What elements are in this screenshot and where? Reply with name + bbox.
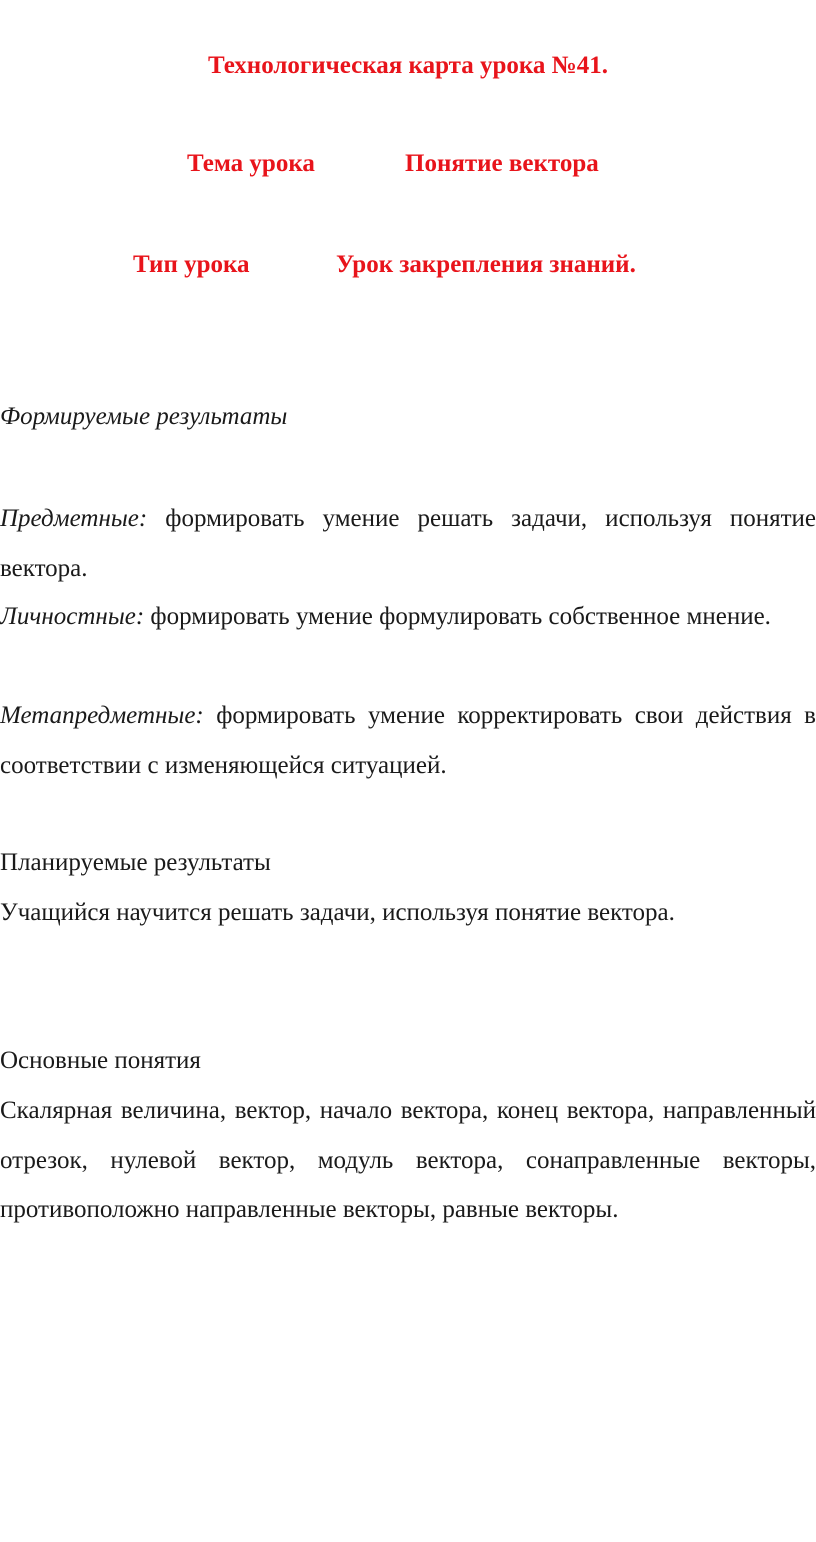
meta-results-paragraph bbox=[0, 691, 816, 790]
meta-results-label: Метапредметные: bbox=[0, 702, 204, 729]
lesson-theme-label: Тема урока bbox=[187, 150, 315, 177]
personal-results-paragraph bbox=[0, 592, 816, 642]
lesson-theme-value: Понятие вектора bbox=[405, 150, 599, 177]
subject-results-label: Предметные: bbox=[0, 505, 148, 532]
lesson-type-label: Тип урока bbox=[133, 251, 250, 278]
personal-results-text: формировать умение формулировать собственное мнение. bbox=[144, 603, 771, 630]
formed-results-heading: Формируемые результаты bbox=[0, 403, 288, 430]
planned-results-text: Учащийся научится решать задачи, используя понятие вектора. bbox=[0, 899, 675, 926]
key-concepts-heading: Основные понятия bbox=[0, 1047, 201, 1074]
planned-results-heading: Планируемые результаты bbox=[0, 849, 271, 876]
lesson-type-value: Урок закрепления знаний. bbox=[336, 251, 636, 278]
subject-results-text: формировать умение решать задачи, используя понятие вектора. bbox=[0, 505, 816, 582]
subject-results-paragraph bbox=[0, 494, 816, 593]
key-concepts-text: Скалярная величина, вектор, начало вектора, конец вектора, направленный отрезок, нулевой вектор, модуль вектора, сонаправленные векторы, противоположно направленные векторы, равные векторы. bbox=[0, 1097, 816, 1223]
personal-results-label: Личностные: bbox=[0, 603, 145, 630]
meta-results-text: формировать умение корректировать свои действия в соответствии с изменяющейся ситуацией. bbox=[0, 702, 816, 779]
lesson-title: Технологическая карта урока №41. bbox=[207, 52, 609, 79]
